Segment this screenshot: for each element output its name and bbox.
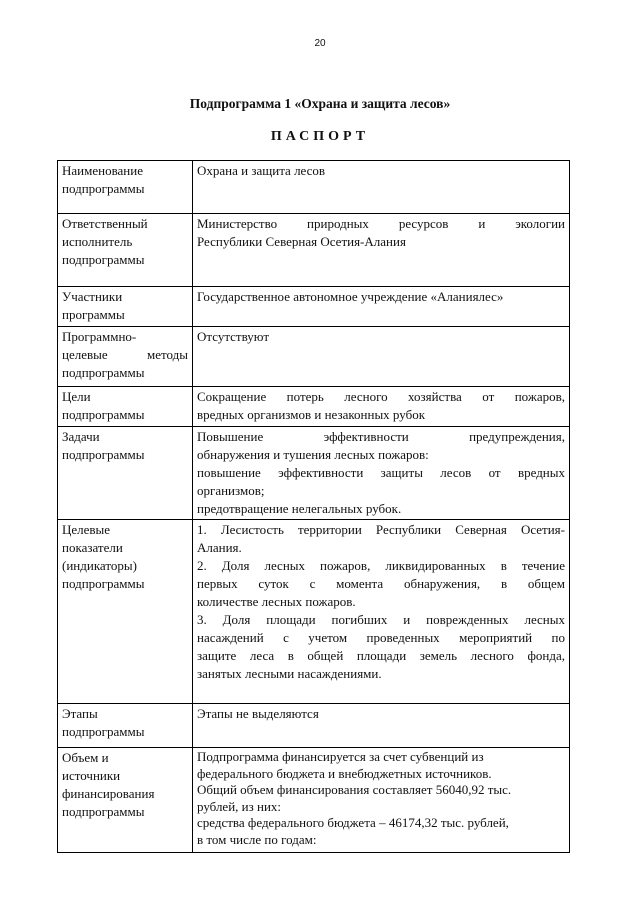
row-value-name xyxy=(193,161,570,214)
row-label-executor xyxy=(58,214,193,287)
row-label-goals xyxy=(58,387,193,427)
value-line: защите леса в общей площади земель лесного фонда, xyxy=(197,648,565,663)
label-line: Цели xyxy=(62,389,91,404)
value-line: вредных организмов и незаконных рубок xyxy=(197,407,426,422)
table-row xyxy=(58,520,570,704)
value-line: Сокращение потерь лесного хозяйства от пожаров, xyxy=(197,389,565,404)
value-line: федерального бюджета и внебюджетных источников. xyxy=(197,765,492,781)
label-line: источники xyxy=(62,768,121,783)
value-line: Подпрограмма финансируется за счет субвенций из xyxy=(197,749,484,764)
label-line: Задачи xyxy=(62,429,100,444)
label-line: Наименование xyxy=(62,163,143,178)
label-line: целевые методы xyxy=(62,347,188,362)
row-label-funding xyxy=(58,748,193,853)
table-row xyxy=(58,287,570,327)
row-value-funding xyxy=(193,748,570,853)
value-line: Министерство природных ресурсов и экологии xyxy=(197,216,565,231)
label-line: показатели xyxy=(62,540,123,555)
value-line: обнаружения и тушения лесных пожаров: xyxy=(197,447,429,462)
row-value-stages xyxy=(193,704,570,748)
table-row xyxy=(58,161,570,214)
label-line: Программно- xyxy=(62,329,137,344)
label-line: Участники xyxy=(62,289,123,304)
value-line: средства федерального бюджета – 46174,32 тыс. рублей, xyxy=(197,815,509,830)
label-line: подпрограммы xyxy=(62,724,145,739)
label-line: подпрограммы xyxy=(62,181,145,196)
label-line: подпрограммы xyxy=(62,447,145,462)
value-line: занятых лесными насаждениями. xyxy=(197,666,382,681)
value-line: повышение эффективности защиты лесов от вредных xyxy=(197,465,565,480)
value-line: Отсутствуют xyxy=(197,329,270,344)
label-line: (индикаторы) xyxy=(62,558,137,573)
label-line: финансирования xyxy=(62,786,155,801)
label-line: Ответственный xyxy=(62,216,148,231)
value-line: Этапы не выделяются xyxy=(197,706,319,721)
table-row xyxy=(58,327,570,387)
row-value-goals xyxy=(193,387,570,427)
passport-heading: ПАСПОРТ xyxy=(270,129,370,144)
value-line: Общий объем финансирования составляет 56040,92 тыс. xyxy=(197,782,512,797)
label-line: программы xyxy=(62,307,125,322)
value-line: Государственное автономное учреждение «Аланиялес» xyxy=(197,289,504,304)
table-row xyxy=(58,387,570,427)
label-line: исполнитель xyxy=(62,234,133,249)
label-line: подпрограммы xyxy=(62,804,145,819)
row-label-methods xyxy=(58,327,193,387)
value-line: количестве лесных пожаров. xyxy=(197,594,356,609)
row-label-participants xyxy=(58,287,193,327)
table-row xyxy=(58,748,570,853)
value-line: в том числе по годам: xyxy=(197,831,317,847)
label-line: подпрограммы xyxy=(62,407,145,422)
row-label-name xyxy=(58,161,193,214)
value-line: организмов; xyxy=(197,483,265,498)
value-line: первых суток с момента обнаружения, в общем xyxy=(197,576,565,591)
value-line: Охрана и защита лесов xyxy=(197,163,326,178)
label-line: Целевые xyxy=(62,522,111,537)
table-row xyxy=(58,704,570,748)
value-line: 3. Доля площади погибших и поврежденных лесных xyxy=(197,612,565,627)
row-value-participants xyxy=(193,287,570,327)
page-number: 20 xyxy=(314,38,326,49)
value-line: предотвращение нелегальных рубок. xyxy=(197,501,402,516)
label-line: Объем и xyxy=(62,750,109,765)
label-line: подпрограммы xyxy=(62,252,145,267)
row-value-indicators xyxy=(193,520,570,704)
value-line: насаждений с учетом проведенных мероприятий по xyxy=(197,630,565,645)
value-line: Республики Северная Осетия-Алания xyxy=(197,234,406,249)
table-row xyxy=(58,214,570,287)
row-label-tasks xyxy=(58,427,193,520)
row-value-tasks xyxy=(193,427,570,520)
row-label-stages xyxy=(58,704,193,748)
row-label-indicators xyxy=(58,520,193,704)
row-value-methods xyxy=(193,327,570,387)
value-line: Повышение эффективности предупреждения, xyxy=(197,429,565,444)
value-line: 2. Доля лесных пожаров, ликвидированных в течение xyxy=(197,558,565,573)
label-line: подпрограммы xyxy=(62,576,145,591)
value-line: рублей, из них: xyxy=(197,798,282,814)
subprogram-title: Подпрограмма 1 «Охрана и защита лесов» xyxy=(189,96,451,111)
row-value-executor xyxy=(193,214,570,287)
label-line: Этапы xyxy=(62,706,98,721)
passport-table xyxy=(57,160,570,853)
table-row xyxy=(58,427,570,520)
value-line: 1. Лесистость территории Республики Северная Осетия- xyxy=(197,522,565,537)
value-line: Алания. xyxy=(197,540,242,555)
label-line: подпрограммы xyxy=(62,365,145,380)
